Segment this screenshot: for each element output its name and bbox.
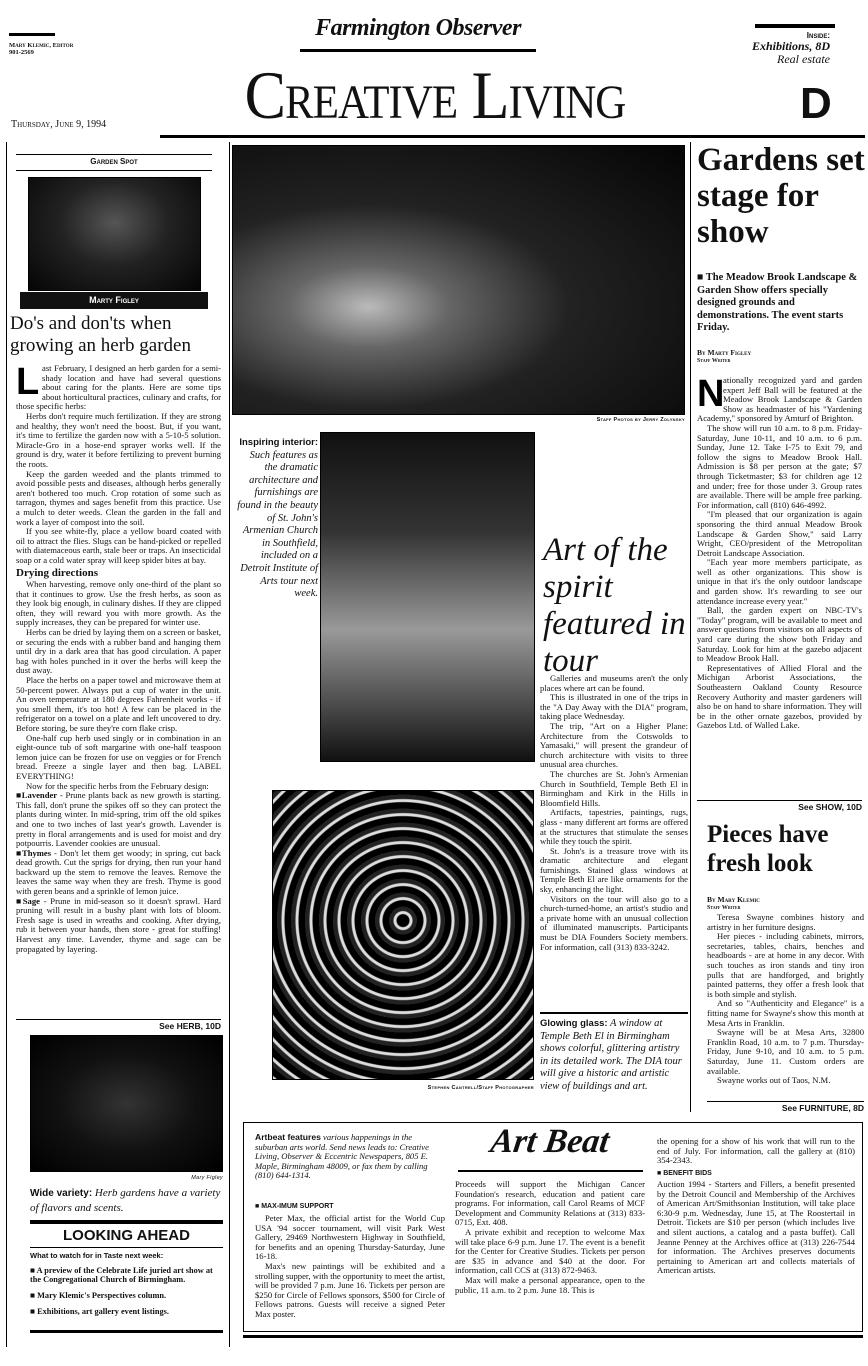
art-tour-body [540,674,688,1014]
paragraph [540,693,688,722]
gardens-body [697,373,862,796]
paragraph-text: The show will run 10 a.m. to 8 p.m. Friday-Saturday, June 10-11, and 10 a.m. to 6 p.m. Sunday, June 12. Take I-75 to Exit 79, and follow the signs to Meadow Brook Hall. Admission is $8 per person at the gate; $7 through Ticketmaster; $3 for children age 12 and under; free for those under 3. Group rates are available. There will be ample free parking. For information, call (810) 646-4992. [697,422,862,510]
paragraph [255,1262,445,1320]
caption-text: Herb gardens have a variety of flavors and scents. [30,1187,221,1214]
paragraph-text: ast February, I designed an herb garden for a semi-shady location and have had several questions about caring for the plants. Here are some tips about horticultural practices, culinary and crafts, for those specific herbs: [16,363,221,412]
paragraph [16,580,221,628]
divider [540,1012,688,1014]
item-text: Mary Klemic's Perspectives column. [37,1291,167,1300]
paragraph [697,664,862,731]
heading-text: MAX-IMUM SUPPORT [261,1203,334,1210]
glowing-glass-caption [540,1018,690,1093]
paragraph [540,722,688,770]
paragraph-text: "I'm pleased that our organization is again sponsoring the third annual Meadow Brook Landscape & Garden Show," said Larry Wright, CEO/president of the Metropolitan Detroit Landscape Association. [697,509,862,558]
paragraph-text: Keep the garden weeded and the plants trimmed to avoid possible pests and diseases, although herbs generally aren't bothered too much. Crop rotation of some such as tarragon, thymes and sages benefit from this practice. Use a mulch to deter weeds. Clean the garden in the fall and work a layer of compost into the soil. [16,468,221,527]
paragraph-text: Her pieces - including cabinets, mirrors, secretaries, tables, chairs, benches and headboards - are at home in any decor. With such touches as iron stands and tiny iron pulls that are handforged, and brightly painted patterns, they offer a fresh look that is both simple and stylish. [707,931,864,999]
paragraph-text: When harvesting, remove only one-third of the plant so that it continues to grow. Use the fresh herbs, as soon as they look big enough, in culinary dishes. If they are clipped often, they will reward you with more growth. As the supply increases, they can be prepared for winter use. [16,579,221,628]
paragraph-text: Proceeds will support the Michigan Cancer Foundation's research, education and patient care programs. For information, call Carol Reams of MCF Development and Community Relations at (313) 833-0715, Ext. 408. [455,1179,645,1228]
paragraph-text: - Don't let them get woody; in spring, cut back dead growth. Cut the sprigs for drying, then run your hand backward up the stem to remove the leaves. Remove the leaves the same way when they are fresh. Thyme is good with geren beans and a sprinkle of lemon juice. [16,847,221,897]
author-bar: Marty Figley [20,292,208,309]
paragraph [16,470,221,528]
paragraph-text: - Prune plants back as new growth is starting. This fall, don't prune the spikes off so they can protect the plants during winter. In mid-spring, trim off the old spikes and one to two inches of last year's growth. Lavender is pretty in floral arrangements and is used for moist and dry potpourris. Lavender cookies are unusual. [16,790,221,849]
paragraph [16,734,221,782]
byline-title: Staff Writer [707,905,741,911]
pieces-byline [707,896,760,912]
section-letter: D [800,79,832,128]
herb-photo-caption [30,1186,225,1216]
paragraph-text: Peter Max, the official artist for the World Cup USA '94 soccer tournament, will visit Park West Gallery, 29469 Northwestern Highway in Southfield, for benefits and an opening Thursday-Saturday, June 16-18. [255,1213,445,1262]
column-divider [690,142,691,1112]
looking-ahead-title: LOOKING AHEAD [63,1227,190,1244]
art-beat-col2 [455,1180,645,1295]
inspiring-caption [236,437,318,601]
paper-name: Farmington Observer [315,15,521,41]
author-photo [28,177,201,291]
paragraph-text: Herbs can be dried by laying them on a screen or basket, or securing the ends with a rubber band and hanging them until dry in a dark area that has good circulation. A paper bag with holes punched in it over the herbs will keep the dust away. [16,627,221,676]
paragraph-text: Swayne will be at Mesa Arts, 32800 Franklin Road, 10 a.m. to 7 p.m. Thursday-Friday, June 9-10, and 10 a.m. to 5 p.m. Saturday, June 11. Custom orders are available. [707,1027,864,1076]
paragraph [697,373,862,424]
looking-ahead-item: ■ Mary Klemic's Perspectives column. [30,1291,167,1300]
art-tour-headline: Art of the spirit featured in tour [543,532,686,679]
item-text: Exhibitions, art gallery event listings. [37,1307,169,1316]
bullet-item: ■Thymes - Don't let them get woody; in spring, cut back dead growth. Cut the sprigs for drying, then run your hand backward up the stem to remove the leaves. Remove the leaves the same way when they are fresh. Thyme is good with geren beans and a sprinkle of lemon juice. [16,847,221,897]
paragraph [707,1076,864,1086]
intro-text: various happenings in the suburban arts world. Send news leads to: Creative Living, Observer & Eccentric Newspapers, 805 E. Maple, Birmingham 48009, or fax them by calling (810) 644-1314. [255,1132,429,1181]
see-herb-link[interactable]: See HERB, 10D [159,1021,221,1031]
paragraph-text: "Each year more members participate, as well as other organizations. This show is unique in that it's the only outdoor landscape and garden show. It's rewarding to see our attendance increase every year." [697,557,862,606]
editor-rule [9,33,55,36]
divider [16,154,212,155]
paragraph: the opening for a show of his work that will run to the end of July. For information, call the gallery at (810) 354-2343. [657,1136,855,1166]
editor-name: Mary Klemic, Editor [9,42,74,49]
looking-ahead-list [30,1266,223,1316]
paragraph [455,1276,645,1295]
caption-text: Such features as the dramatic architecture and furnishings are found in the beauty of St. John's Armenian Church in Southfield, included on a Detroit Institute of Arts tour next week. [237,449,318,600]
divider [707,1101,864,1102]
inside-rule [755,24,835,28]
divider [458,1170,643,1172]
art-beat-col3-top [657,1137,855,1166]
paragraph [697,558,862,606]
paragraph-text: The trip, "Art on a Higher Plane: Architecture from the Cotswolds to Yamasaki," will present the grandeur of church architecture with visits to three unusual area churches. [540,720,688,770]
art-beat-col1 [255,1214,445,1320]
stained-glass-photo [272,790,534,1080]
paragraph-text: St. John's is a treasure trove with its dramatic architecture and elegant furnishings. Stained glass windows at Temple Beth El are like ornaments for the sky, enhancing the light. [540,845,688,895]
max-heading: ■ MAX-IMUM SUPPORT [255,1203,334,1210]
see-furniture-link[interactable]: See FURNITURE, 8D [781,1103,864,1113]
paper-name-rule [300,49,536,52]
photo-credit: Stephen Cantrell/Staff Photographer [427,1085,534,1091]
art-beat-intro [255,1133,445,1181]
issue-date: Thursday, June 9, 1994 [11,119,107,130]
herb-garden-photo [30,1035,223,1172]
church-interior-photo [232,145,685,415]
herb-article-body [16,361,221,1019]
paragraph-text: A private exhibit and reception to welcome Max will take place 6-9 p.m. June 17. The event is a benefit for the Center for Creative Studies. Tickets per person are $35 in advance and $40 at the door. For information, call CCS at (313) 872-9463. [455,1226,645,1276]
paragraph-text: Galleries and museums aren't the only places where art can be found. [540,673,688,693]
divider [16,170,212,171]
inside-item-real-estate[interactable]: Real estate [777,52,830,66]
paragraph-text: Representatives of Allied Floral and the Michigan Arborist Associations, the Southeastern Oakland County Resource Recovery Authority and master gardeners will also be on hand to share information. They will be in the other ornate gazebos, provided by Gazebos Ltd. of Walled Lake. [697,662,862,731]
photo-credit: Staff Photos by Jerry Zolynsky [596,417,685,423]
item-text: A preview of the Celebrate Life juried art show at the Congregational Church of Birmingham. [30,1266,213,1284]
divider [697,800,862,801]
looking-ahead-intro: What to watch for in Taste next week: [30,1251,164,1260]
bullet-label: Lavender [21,790,58,801]
paragraph [455,1180,645,1228]
paragraph-text: Now for the specific herbs from the February design: [26,780,209,791]
paragraph-text: Place the herbs on a paper towel and microwave them at 50-percent power. Always put a cup of water in the unit. An oven temperature at 180 degrees Fahrenheit works - if you smell them, it's too hot! A few can be placed in the refrigerator on a towel on a plate and left uncovered to dry. Before storing, be sure they're corn flake crisp. [16,675,221,733]
bullet-item: ■Lavender - Prune plants back as new growth is starting. This fall, don't prune the spikes off so they can protect the plants during winter. In mid-spring, trim off the old spikes and one to two inches of last year's growth. Lavender is pretty in floral arrangements and is used for moist and dry potpourris. Lavender cookies are unusual. [16,790,221,849]
byline-title: Staff Writer [697,358,731,364]
benefit-heading: ■ BENEFIT BIDS [657,1170,712,1177]
paragraph [255,1214,445,1262]
gardens-deck: ■ The Meadow Brook Landscape & Garden Show offers specially designed grounds and demonstrations. The event starts Friday. [697,272,858,333]
paragraph [540,895,688,953]
paragraph [540,674,688,693]
bullet-item: ■Sage - Prune in mid-season so it doesn't sprawl. Hard pruning will result in a bushy plant with lots of bloom. Fresh sage is used in wreaths and cooking. After drying, rub it between your hands, then store - great for stuffing! Harvest any time. Lavender, thyme and sage can be propagated by layering. [16,895,221,954]
gardens-byline [697,349,751,365]
divider [30,1220,223,1224]
editor-phone: 901-2569 [9,49,34,56]
paragraph-text: Max will make a personal appearance, open to the public, 11 a.m. to 2 p.m. June 18. This is [455,1274,645,1295]
art-beat-logo: Art Beat [488,1123,612,1160]
byline-name: By Marty Figley [697,348,752,357]
paragraph-text: Artifacts, tapestries, paintings, rugs, glass - many different art forms are offered at the structures that stimulate the senses while they touch the spirit. [540,807,688,847]
paragraph [16,628,221,676]
paragraph-text: Max's new paintings will be exhibited and a strolling supper, with the opportunity to meet the artist, will be provided 7 p.m. June 16. Tickets per person are $250 for Circle of Fellows sponsors, $500 for Circle of Fellows patrons. Guests will receive a signed Peter Max poster. [255,1260,445,1319]
paragraph [455,1228,645,1276]
pieces-body [707,913,864,1098]
paragraph-text: Swayne works out of Taos, N.M. [717,1075,831,1086]
gardens-headline: Gardens set stage for show [697,142,865,250]
bullet-label: Thymes [21,847,52,858]
paragraph-text: If you see white-fly, place a yellow board coated with oil to attract the flies. Slugs can be hand-picked or repelled with diatemaceous earth, stale beer or traps. An insecticidal soap or a cold water spray will keep spider bites at bay. [16,526,221,565]
paragraph: Auction 1994 - Starters and Fillers, a benefit presented by the Detroit Council and Membership of the Archives of American Art/Smithsonian Institution, will take place 6:30-9 p.m. Wednesday, June 15, at The Roostertail in Detroit. Tickets are $10 per person (which includes live and silent auctions, a catalog and a pasta buffet). Call Jeanne Penney at the Archives office at (313) 226-7544 for information. The Archives preserves documents pertaining to American art and collects materials of American artists. [657,1179,855,1276]
paragraph-text: Ball, the garden expert on NBC-TV's "Today" program, will be available to meet and answer questions from visitors on all aspects of yard care during the show both Friday and Saturday. Look for him at the gazebo adjacent to Meadow Brook Hall. [697,605,862,664]
paragraph [707,999,864,1028]
paragraph-text: - Prune in mid-season so it doesn't sprawl. Hard pruning will result in a bushy plant with lots of bloom. Fresh sage is used in wreaths and cooking. After drying, rub it between your hands, then store - great for stuffing! Harvest any time. Lavender, thyme and sage can be propagated by layering. [16,895,221,954]
editor-info [9,42,73,56]
deck-text: The Meadow Brook Landscape & Garden Show offers specially designed grounds and demonstrations. The event starts Friday. [697,272,858,333]
caption-lead: Wide variety: [30,1188,93,1199]
paragraph [707,932,864,999]
paragraph [16,412,221,470]
paragraph [540,808,688,846]
paragraph-text: And so "Authenticity and Elegance" is a fitting name for Swayne's show this month at Mesa Arts in Franklin. [707,998,864,1028]
paragraph [540,847,688,895]
heading-text: BENEFIT BIDS [663,1170,712,1177]
bullet-label: Sage [22,895,40,906]
photo-credit: Mary Figley [191,1175,223,1181]
byline-name: By Mary Klemic [707,895,760,904]
paragraph-text: Herbs don't require much fertilization. If they are strong and healthy, they won't need the boost. But, if you want, it's time to fertilize the garden now with a 5-10-5 solution. Miracle-Gro in a hose-end sprayer works well. If the ground is dry, water it before fertilizing to prevent burning the roots. [16,410,221,469]
divider [243,1335,863,1338]
paragraph [16,527,221,565]
drop-cap: N [697,373,725,415]
paragraph-text: ationally recognized yard and garden expert Jeff Ball will be featured at the Meadow Brook Landscape & Garden Show as headmaster of his "Yardening Academy," sponsored by Amturf of Brighton. [697,375,862,424]
divider [16,1019,221,1020]
caption-text: A window at Temple Beth El in Birmingham shows colorful, glittering artistry in its detailed work. The DIA tour will give a historic and artistic view of buildings and art. [540,1018,682,1092]
paragraph [697,510,862,558]
paragraph [707,913,864,932]
divider [30,1330,223,1333]
armenian-church-photo [320,432,535,762]
herb-headline: Do's and don'ts when growing an herb garden [10,313,191,356]
pieces-headline: Pieces have fresh look [707,821,829,877]
section-title: Creative Living [244,58,626,134]
benefit-body [657,1180,855,1276]
column-label: Garden Spot [90,157,138,166]
divider [30,1247,223,1248]
paragraph [16,676,221,734]
paragraph [697,424,862,510]
paragraph-text: Teresa Swayne combines history and artistry in her furniture designs. [707,912,864,932]
caption-lead: Glowing glass: [540,1018,608,1029]
intro-lead: Artbeat features [255,1132,321,1142]
inside-box [752,31,830,66]
paragraph-text: The churches are St. John's Armenian Church in Southfield, Temple Beth El in Birmingham and Kirk in the Hills in Bloomfield Hills. [540,768,688,808]
masthead-rule [160,135,865,138]
paragraph-text: This is illustrated in one of the trips in the "A Day Away with the DIA" program, taking place Wednesday. [540,692,688,722]
looking-ahead-item: ■ A preview of the Celebrate Life juried art show at the Congregational Church of Birmingham. [30,1266,213,1284]
subhead: Drying directions [16,567,98,580]
drop-cap: L [16,361,40,403]
paragraph [16,361,221,412]
caption-lead: Inspiring interior: [239,437,318,448]
paragraph [697,606,862,664]
paragraph-text: One-half cup herb used singly or in combination in an eight-ounce tub of soft margarine with one-half teaspoon lemon juice can be frozen for use on veggies or for French bread. Freeze a single layer and then bag. LABEL EVERYTHING! [16,732,221,781]
see-show-link[interactable]: See SHOW, 10D [798,802,862,812]
paragraph [540,770,688,808]
inside-item-exhibitions[interactable]: Exhibitions, 8D [751,39,830,53]
paragraph [707,1028,864,1076]
looking-ahead-item: ■ Exhibitions, art gallery event listings. [30,1307,169,1316]
inside-label: Inside: [806,31,830,40]
paragraph-text: Visitors on the tour will also go to a church-turned-home, an artist's studio and a private home with an unusual collection of illuminated manuscripts. Participants must be DIA Founders Society members. For information, call (313) 833-3242. [540,893,688,952]
